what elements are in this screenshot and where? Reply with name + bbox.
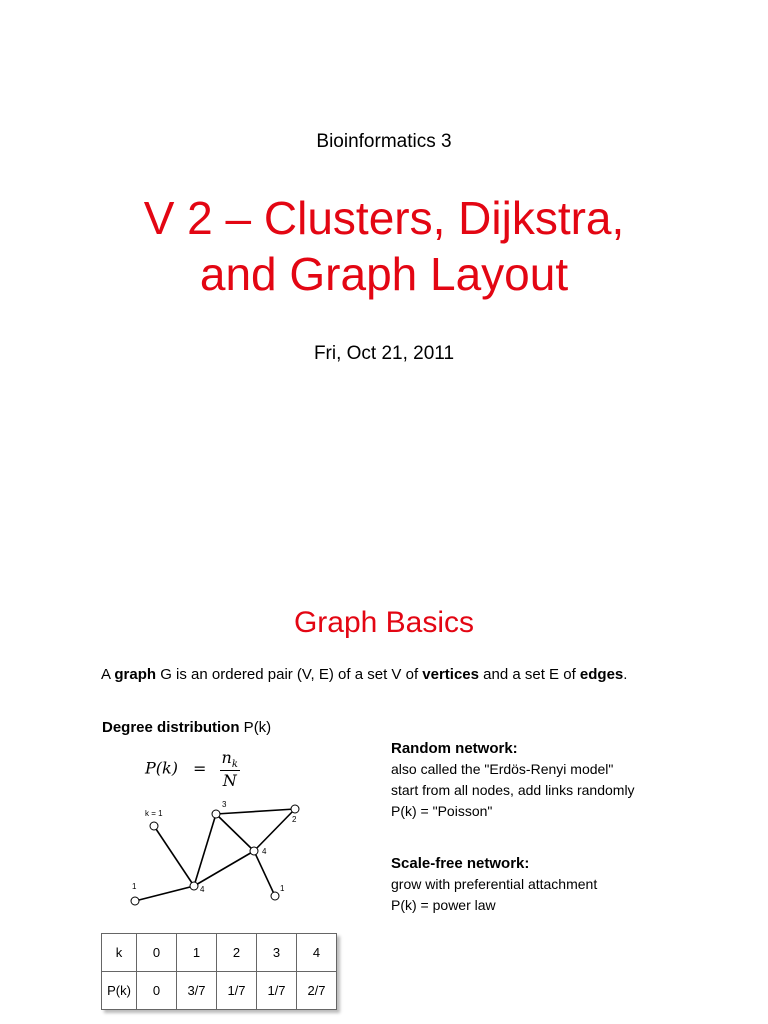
graph-node <box>212 810 220 818</box>
table-cell: 2 <box>217 934 257 972</box>
table-cell: 0 <box>137 972 177 1010</box>
edge <box>216 809 295 814</box>
random-network-line: start from all nodes, add links randomly <box>391 782 635 798</box>
formula-fraction <box>220 748 240 790</box>
table-cell: 3/7 <box>177 972 217 1010</box>
table-row <box>102 934 337 972</box>
scale-free-line: grow with preferential attachment <box>391 876 598 892</box>
table-cell: 0 <box>137 934 177 972</box>
table-cell: 3 <box>257 934 297 972</box>
graph-node <box>131 897 139 905</box>
formula-equals: = <box>193 758 207 778</box>
edge <box>135 886 194 901</box>
random-network-heading: Random network: <box>391 740 518 757</box>
random-network-block <box>391 738 635 822</box>
formula-num-n: n <box>221 748 232 767</box>
graph-node <box>271 892 279 900</box>
example-graph <box>118 795 318 910</box>
node-label: k = 1 <box>145 809 163 818</box>
formula-lhs: P(k) <box>145 758 178 778</box>
node-label: 3 <box>222 800 227 809</box>
def-part-4: . <box>623 666 628 683</box>
node-label: 4 <box>200 885 205 894</box>
node-label: 2 <box>292 815 297 824</box>
edge <box>216 814 254 851</box>
node-label: 1 <box>132 882 137 891</box>
def-bold-graph: graph <box>114 666 157 683</box>
edge <box>254 851 275 896</box>
def-part-3: and a set E of <box>479 666 580 683</box>
formula-num-sub: k <box>231 759 238 771</box>
scale-free-block <box>391 853 597 916</box>
table-cell: P(k) <box>102 972 137 1010</box>
graph-definition <box>101 666 627 683</box>
def-bold-edges: edges <box>579 666 624 683</box>
degree-table <box>101 933 337 1010</box>
table-cell: 1 <box>177 934 217 972</box>
graph-node <box>190 882 198 890</box>
table-cell: 1/7 <box>217 972 257 1010</box>
lecture-date: Fri, Oct 21, 2011 <box>313 343 455 364</box>
random-network-line: also called the "Erdös-Renyi model" <box>391 761 614 777</box>
table-cell: 4 <box>297 934 337 972</box>
graph-node <box>150 822 158 830</box>
formula-numerator <box>220 748 240 771</box>
node-label: 1 <box>280 884 285 893</box>
scale-free-line: P(k) = power law <box>391 897 496 913</box>
table-cell: 1/7 <box>257 972 297 1010</box>
random-network-line: P(k) = "Poisson" <box>391 803 493 819</box>
table-row <box>102 972 337 1010</box>
section-title: Graph Basics <box>293 606 475 639</box>
graph-node <box>291 805 299 813</box>
edge <box>154 826 194 886</box>
def-part-1: A <box>101 666 115 683</box>
graph-node <box>250 847 258 855</box>
title-line-1: V 2 – Clusters, Dijkstra, <box>143 192 625 244</box>
table-cell: 2/7 <box>297 972 337 1010</box>
course-name: Bioinformatics 3 <box>316 131 452 152</box>
def-bold-vertices: vertices <box>422 666 479 683</box>
degree-heading-bold: Degree distribution <box>102 719 240 736</box>
edge <box>254 809 295 851</box>
degree-formula <box>145 748 240 790</box>
scale-free-heading: Scale-free network: <box>391 855 530 872</box>
table-cell: k <box>102 934 137 972</box>
title-line-2: and Graph Layout <box>199 248 569 300</box>
def-part-2: G is an ordered pair (V, E) of a set V of <box>156 666 423 683</box>
node-label: 4 <box>262 847 267 856</box>
degree-heading-rest: P(k) <box>239 719 272 736</box>
lecture-title <box>0 190 768 302</box>
formula-denominator: N <box>222 771 237 791</box>
degree-distribution-heading <box>102 719 271 736</box>
